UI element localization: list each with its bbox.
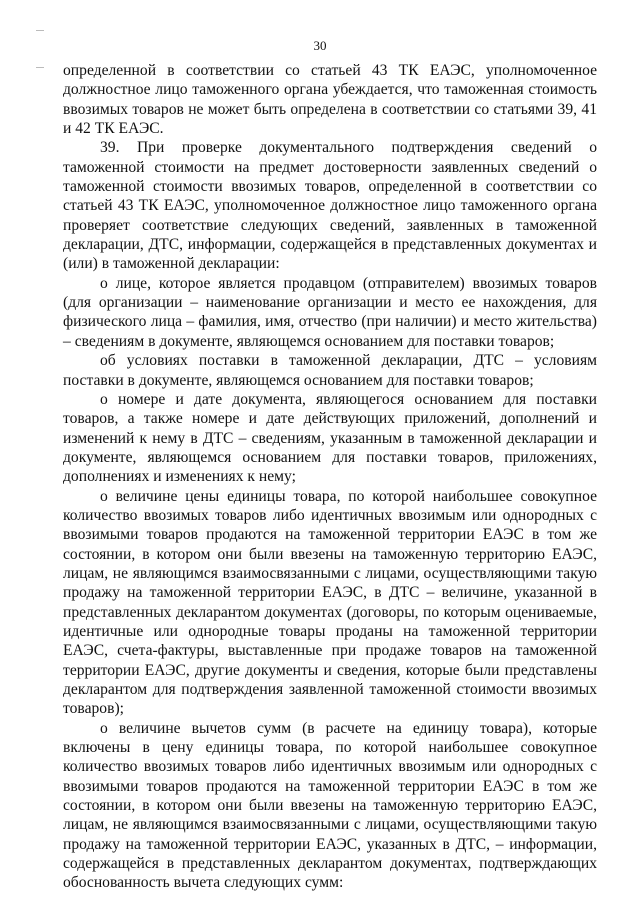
paragraph-clause-39: 39. При проверке документального подтверждения сведений о таможенной стоимости на предмет достоверности заявленных сведений о таможенной стоимости ввозимых товаров, определенной в соответствии со статьей 43 ТК ЕАЭС, уполномоченное должностное лицо таможенного органа проверяет соответствие следующих сведений, заявленных в таможенной декларации, ДТС, информации, содержащейся в представленных документах и (или) в таможенной декларации: bbox=[63, 139, 597, 273]
page-number: 30 bbox=[313, 38, 327, 53]
paragraph-delivery-terms: об условиях поставки в таможенной декларации, ДТС – условиям поставки в документе, являющемся основанием для поставки товаров; bbox=[63, 352, 597, 389]
paragraph-deductions: о величине вычетов сумм (в расчете на единицу товара), которые включены в цену единицы товара, по которой наибольшее совокупное количество ввозимых товаров либо идентичных ввозимым или однородных с ввозимыми товаров продаются на таможенной территории ЕАЭС в том же состоянии, в котором они были ввезены на таможенную территорию ЕАЭС, лицам, не являющимся взаимосвязанными с лицами, осуществляющими такую продажу на таможенной территории ЕАЭС, указанных в ДТС, – информации, содержащейся в представленных декларантом документах, подтверждающих обоснованность вычета следующих сумм: bbox=[63, 719, 597, 892]
paragraph-unit-price: о величине цены единицы товара, по которой наибольшее совокупное количество ввозимых товаров либо идентичных ввозимым или однородных с ввозимыми товаров продаются на таможенной территории ЕАЭС в том же состоянии, в котором они были ввезены на таможенную территорию ЕАЭС, лицам, не являющимся взаимосвязанными с лицами, осуществляющими такую продажу на таможенной территории ЕАЭС, в ДТС – величине, указанной в представленных декларантом документах (договоры, по которым оцениваемые, идентичные или однородные товары проданы на таможенной территории ЕАЭС, счета-фактуры, выставленные при продаже товаров на таможенной территории ЕАЭС, другие документы и сведения, которые были представлены декларантом для подтверждения заявленной таможенной стоимости ввозимых товаров); bbox=[63, 487, 597, 718]
paragraph-document-number: о номере и дате документа, являющегося основанием для поставки товаров, а также номере и дате действующих приложений, дополнений и изменений к нему в ДТС – сведениям, указанным в таможенной декларации и документе, являющемся основанием для поставки товаров, приложениях, дополнениях и изменениях к нему; bbox=[63, 390, 597, 486]
paragraph-continuation: определенной в соответствии со статьей 43 ТК ЕАЭС, уполномоченное должностное лицо таможенного органа убеждается, что таможенная стоимость ввозимых товаров не может быть определена в соответствии со статьями 39, 41 и 42 ТК ЕАЭС. bbox=[63, 62, 597, 138]
paragraph-seller-info: о лице, которое является продавцом (отправителем) ввозимых товаров (для организации – наименование организации и место ее нахождения, для физического лица – фамилия, имя, отчество (при наличии) и место жительства) – сведениям в документе, являющемся основанием для поставки товаров; bbox=[63, 274, 597, 350]
scan-artifact bbox=[36, 67, 44, 68]
scan-artifact bbox=[36, 30, 44, 31]
document-body bbox=[63, 61, 597, 893]
